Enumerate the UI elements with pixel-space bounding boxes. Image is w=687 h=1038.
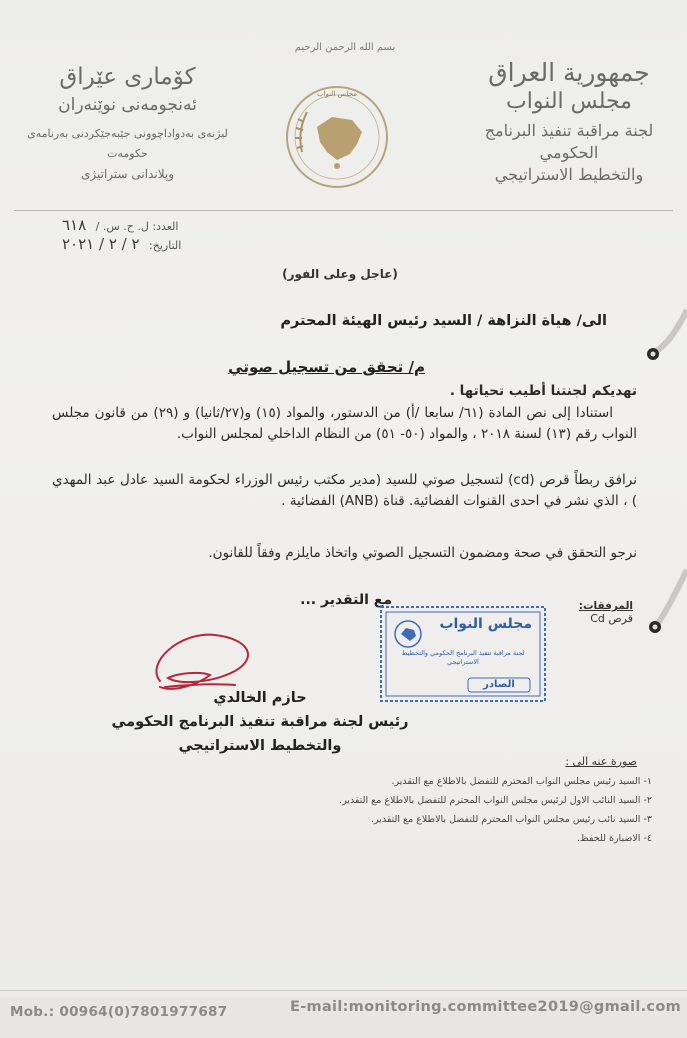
header-council: مجلس النواب [506, 89, 632, 114]
reference-number-value: ٦١٨ [62, 216, 87, 234]
list-item: ٣- السيد نائب رئيس مجلس النواب المحترم للتفضل بالاطلاع مع التقدير. [370, 814, 652, 825]
header-committee: لجنة مراقبة تنفيذ البرنامج الحكومي [484, 121, 654, 162]
stamp-title: مجلس النواب [439, 616, 532, 632]
header-committee-ku: لیژنه‌ی به‌دواداچوونی جێبه‌جێکردنی به‌رنامه‌ی حكومه‌ت [27, 127, 228, 160]
header-kurdish [10, 62, 245, 184]
header-arabic [469, 58, 669, 186]
attachments-title: المرفقات: [578, 600, 633, 612]
footer-mobile: Mob.: 00964(0)7801977687 [10, 1004, 228, 1020]
list-item: ٢- السيد النائب الاول لرئيس مجلس النواب المحترم للتفضل بالاطلاع مع التقدير. [339, 795, 652, 806]
paragraph-attachment: نرافق ربطاً قرص (cd) لتسجيل صوتي للسيد (مدير مكتب رئيس الوزراء لحكومة السيد عادل عبد المهدي ) ، الذي نشر في احدى القنوات الفضائية. قناة (ANB) الفضائية . [52, 472, 637, 509]
binder-rings [637, 300, 687, 640]
seal-text: مجلس النواب [316, 90, 358, 98]
cc-list [332, 772, 652, 848]
signer-name: حازم الخالدي [213, 690, 307, 706]
reference-date [62, 235, 181, 253]
regards: مع التقدير ... [300, 592, 392, 608]
header-committee-2: والتخطيط الاستراتيجي [494, 165, 644, 184]
footer-email: E-mail:monitoring.committee2019@gmail.com [290, 999, 681, 1015]
header-country: جمهورية العراق [488, 58, 650, 87]
parliament-seal-icon [282, 82, 392, 192]
reference-number [62, 216, 178, 234]
cc-title: صورة عنه الى : [565, 755, 637, 768]
header-council-ku: ئه‌نجومه‌نی نوێنه‌ران [58, 95, 197, 115]
header-divider [14, 210, 673, 211]
greeting: تهديكم لجنتنا أطيب تحياتها . [449, 383, 637, 399]
subject-line: م/ تحقق من تسجيل صوتي [228, 358, 425, 376]
reference-date-label: التاريخ: [149, 239, 182, 252]
recipient-line: الى/ هياة النزاهة / السيد رئيس الهيئة المحترم [280, 313, 607, 329]
signer-block [110, 686, 410, 758]
signer-title-2: والتخطيط الاستراتيجي [178, 738, 342, 754]
signer-title: رئيس لجنة مراقبة تنفيذ البرنامج الحكومي [111, 714, 409, 730]
reference-date-value: ٢ / ٢ / ٢٠٢١ [62, 235, 140, 253]
attachments [578, 600, 633, 625]
basmala: بسم الله الرحمن الرحيم [294, 42, 396, 53]
attachments-item: قرص Cd [590, 612, 633, 625]
reference-number-label: العدد: ل. ح. س. / [95, 220, 179, 233]
paragraph-legal-basis: استنادا إلى نص المادة (٦١/ سابعا /أ) من الدستور، والمواد (١٥) و(٢٧/ثانيا) و (٢٩) من قانون مجلس النواب رقم (١٣) لسنة ٢٠١٨ ، والمواد (٥٠- ٥١) من النظام الداخلي لمجلس النواب. [52, 405, 637, 442]
stamp-committee: لجنة مراقبة تنفيذ البرنامج الحكومي والتخطيط الاستراتيجي [401, 649, 525, 666]
stamp-outgoing: الصادر [483, 679, 515, 690]
header-committee-ku-2: وپلاندانی ستراتیژی [80, 167, 175, 181]
list-item: ١- السيد رئيس مجلس النواب المحترم للتفضل بالاطلاع مع التقدير. [391, 776, 652, 787]
header-country-ku: كۆماری عێراق [59, 64, 196, 90]
urgent-note: (عاجل وعلى الفور) [282, 267, 398, 281]
footer-divider [0, 990, 687, 991]
paragraph-request: نرجو التحقق في صحة ومضمون التسجيل الصوتي واتخاذ مايلزم وفقاً للقانون. [208, 545, 637, 561]
list-item: ٤- الاضبارة للحفظ. [576, 833, 652, 844]
